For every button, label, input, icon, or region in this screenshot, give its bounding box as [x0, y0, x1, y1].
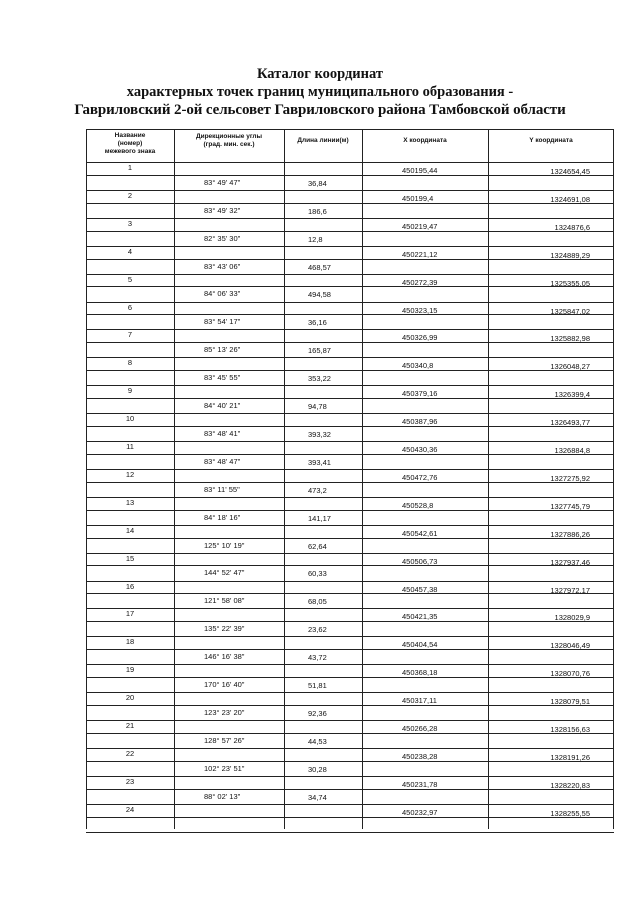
header-name-line1: Название — [114, 132, 146, 139]
y-coordinate: 1328070,76 — [550, 669, 590, 679]
line-length: 36,16 — [308, 318, 327, 328]
grid-horizontal-line — [86, 649, 614, 650]
direction-angle: 83° 49' 32" — [204, 205, 241, 215]
x-coordinate: 450472,76 — [402, 472, 438, 482]
x-coordinate: 450231,78 — [402, 779, 438, 789]
header-angle-line1: Дирекционные углы — [195, 133, 263, 140]
y-coordinate: 1324691,08 — [550, 194, 590, 204]
grid-horizontal-line — [86, 342, 614, 343]
header-name-line2: (номер) — [117, 140, 143, 147]
header-x-line1: X координата — [403, 137, 447, 144]
x-coordinate: 450528,8 — [402, 500, 434, 510]
point-number: 15 — [125, 553, 135, 563]
direction-angle: 82° 35' 30" — [204, 233, 241, 243]
direction-angle: 85° 13' 26" — [204, 345, 241, 355]
direction-angle: 88° 02' 13" — [204, 791, 241, 801]
header-y-line1: Y координата — [529, 137, 573, 144]
line-length: 141,17 — [308, 513, 331, 523]
header-name-line3: межевого знака — [104, 148, 156, 155]
point-number: 17 — [125, 609, 135, 619]
x-coordinate: 450430,36 — [402, 445, 438, 454]
grid-horizontal-line — [86, 621, 614, 622]
direction-angle: 84° 18' 16" — [204, 512, 241, 522]
y-coordinate: 1326048,27 — [550, 362, 590, 372]
line-length: 186,6 — [308, 206, 327, 216]
header-name — [86, 132, 174, 165]
line-length: 68,05 — [308, 597, 327, 607]
point-number: 24 — [125, 804, 135, 814]
grid-vertical-line — [284, 129, 285, 829]
x-coordinate: 450506,73 — [402, 556, 438, 566]
y-coordinate: 1328255,55 — [550, 808, 590, 818]
x-coordinate: 450317,11 — [402, 696, 437, 706]
point-number: 18 — [125, 637, 135, 647]
point-number: 11 — [126, 442, 134, 451]
line-length: 44,53 — [308, 736, 327, 746]
x-coordinate: 450199,4 — [402, 193, 434, 203]
point-number: 10 — [125, 414, 135, 424]
line-length: 92,36 — [308, 708, 327, 718]
direction-angle: 83° 54' 17" — [204, 317, 241, 327]
grid-horizontal-line — [86, 175, 614, 176]
x-coordinate: 450457,38 — [402, 584, 438, 594]
line-length: 36,84 — [308, 178, 327, 188]
grid-horizontal-line — [86, 817, 614, 818]
x-coordinate: 450379,16 — [402, 389, 438, 399]
direction-angle: 170° 16' 40" — [204, 680, 245, 690]
point-number: 21 — [125, 721, 135, 730]
direction-angle: 83° 11' 55" — [204, 484, 240, 494]
direction-angle: 83° 48' 41" — [204, 428, 241, 438]
point-number: 16 — [125, 581, 135, 591]
direction-angle: 84° 40' 21" — [204, 401, 241, 411]
grid-vertical-line — [174, 129, 175, 829]
grid-horizontal-line — [86, 733, 614, 734]
line-length: 353,22 — [308, 374, 331, 384]
line-length: 43,72 — [308, 653, 327, 663]
line-length: 23,62 — [308, 625, 327, 635]
point-number: 4 — [127, 246, 133, 256]
x-coordinate: 450266,28 — [402, 724, 438, 733]
line-length: 468,57 — [308, 262, 331, 272]
line-length: 30,28 — [308, 764, 327, 774]
y-coordinate: 1325882,98 — [550, 334, 590, 344]
grid-horizontal-line — [86, 832, 614, 833]
line-length: 94,78 — [308, 402, 327, 412]
point-number: 6 — [127, 302, 133, 312]
y-coordinate: 1324654,45 — [550, 167, 590, 176]
line-length: 34,74 — [308, 792, 327, 802]
line-length: 62,64 — [308, 541, 327, 551]
direction-angle: 84° 06' 33" — [204, 289, 241, 299]
grid-horizontal-line — [86, 398, 614, 399]
direction-angle: 128° 57' 26" — [204, 735, 245, 745]
line-length: 165,87 — [308, 346, 331, 356]
direction-angle: 123° 23' 20" — [204, 707, 245, 717]
grid-horizontal-line — [86, 677, 614, 678]
grid-horizontal-line — [86, 426, 614, 427]
direction-angle: 83° 48' 47" — [204, 456, 241, 466]
grid-horizontal-line — [86, 705, 614, 706]
catalog-title: Каталог координат — [256, 66, 384, 82]
grid-vertical-line — [613, 129, 614, 829]
y-coordinate: 1326493,77 — [550, 418, 590, 428]
x-coordinate: 450272,39 — [402, 277, 438, 287]
x-coordinate: 450221,12 — [402, 249, 438, 259]
grid-horizontal-line — [86, 789, 614, 790]
point-number: 12 — [125, 469, 135, 479]
grid-horizontal-line — [86, 565, 614, 566]
point-number: 1 — [127, 163, 133, 172]
direction-angle: 83° 49' 47" — [204, 177, 241, 187]
x-coordinate: 450232,97 — [402, 807, 438, 817]
grid-horizontal-line — [86, 286, 614, 287]
grid-horizontal-line — [86, 370, 614, 371]
x-coordinate: 450323,15 — [402, 305, 438, 315]
y-coordinate: 1327745,79 — [550, 501, 590, 511]
y-coordinate: 1327886,26 — [550, 529, 590, 539]
y-coordinate: 1328029,9 — [554, 613, 590, 623]
grid-vertical-line — [488, 129, 489, 829]
y-coordinate: 1327972,17 — [550, 585, 590, 595]
point-number: 23 — [125, 776, 135, 786]
grid-horizontal-line — [86, 510, 614, 511]
y-coordinate: 1328046,49 — [550, 641, 590, 651]
grid-horizontal-line — [86, 761, 614, 762]
line-length: 473,2 — [308, 485, 327, 495]
point-number: 13 — [125, 497, 135, 507]
y-coordinate: 1327275,92 — [550, 473, 590, 483]
grid-vertical-line — [362, 129, 363, 829]
point-number: 9 — [127, 386, 133, 396]
grid-horizontal-line — [86, 129, 614, 130]
point-number: 8 — [127, 358, 133, 368]
y-coordinate: 1324889,29 — [550, 250, 590, 260]
grid-horizontal-line — [86, 593, 614, 594]
header-length-line1: Длина линии(м) — [297, 137, 349, 144]
x-coordinate: 450326,99 — [402, 333, 438, 343]
line-length: 12,8 — [308, 234, 323, 244]
x-coordinate: 450387,96 — [402, 417, 438, 427]
line-length: 393,41 — [308, 457, 331, 467]
direction-angle: 102° 23' 51" — [204, 763, 245, 773]
y-coordinate: 1328156,63 — [550, 725, 590, 734]
line-length: 494,58 — [308, 290, 331, 300]
x-coordinate: 450421,35 — [402, 612, 438, 622]
coordinates-table — [86, 129, 614, 829]
direction-angle: 125° 10' 19" — [204, 540, 245, 550]
direction-angle: 83° 43' 06" — [204, 261, 241, 271]
x-coordinate: 450340,8 — [402, 361, 434, 371]
x-coordinate: 450238,28 — [402, 751, 438, 761]
x-coordinate: 450368,18 — [402, 668, 438, 678]
header-angle-line2: (град. мин. сек.) — [203, 141, 255, 148]
direction-angle: 83° 45' 55" — [204, 373, 241, 383]
line-length: 51,81 — [308, 681, 327, 691]
point-number: 22 — [125, 748, 135, 758]
grid-horizontal-line — [86, 454, 614, 455]
direction-angle: 146° 16' 38" — [204, 652, 245, 662]
point-number: 3 — [127, 218, 133, 228]
y-coordinate: 1328079,51 — [550, 697, 590, 707]
y-coordinate: 1325355,05 — [550, 278, 590, 288]
grid-horizontal-line — [86, 538, 614, 539]
y-coordinate: 1328220,83 — [550, 780, 590, 790]
grid-horizontal-line — [86, 231, 614, 232]
grid-horizontal-line — [86, 259, 614, 260]
point-number: 2 — [127, 190, 133, 200]
x-coordinate: 450542,61 — [402, 528, 438, 538]
line-length: 393,32 — [308, 429, 331, 439]
x-coordinate: 450195,44 — [402, 166, 438, 175]
grid-horizontal-line — [86, 482, 614, 483]
y-coordinate: 1326884,8 — [554, 446, 590, 455]
catalog-subtitle-region: Гавриловский 2-ой сельсовет Гавриловского района Тамбовской области — [74, 102, 566, 118]
y-coordinate: 1326399,4 — [554, 390, 590, 400]
line-length: 60,33 — [308, 569, 327, 579]
direction-angle: 144° 52' 47" — [204, 568, 245, 578]
x-coordinate: 450404,54 — [402, 640, 438, 650]
y-coordinate: 1327937,46 — [550, 557, 590, 567]
point-number: 19 — [125, 665, 135, 675]
header-length — [284, 137, 362, 170]
header-y — [488, 137, 614, 170]
direction-angle: 121° 58' 08" — [204, 596, 245, 606]
y-coordinate: 1328191,26 — [550, 752, 590, 762]
point-number: 14 — [125, 525, 135, 535]
point-number: 20 — [125, 693, 135, 703]
point-number: 5 — [127, 274, 133, 284]
catalog-subtitle: характерных точек границ муниципального образования - — [126, 84, 514, 100]
grid-horizontal-line — [86, 203, 614, 204]
direction-angle: 135° 22' 39" — [204, 624, 245, 634]
point-number: 7 — [127, 330, 133, 340]
y-coordinate: 1325847,02 — [550, 306, 590, 316]
grid-horizontal-line — [86, 314, 614, 315]
x-coordinate: 450219,47 — [402, 221, 438, 231]
y-coordinate: 1324876,6 — [554, 222, 590, 232]
